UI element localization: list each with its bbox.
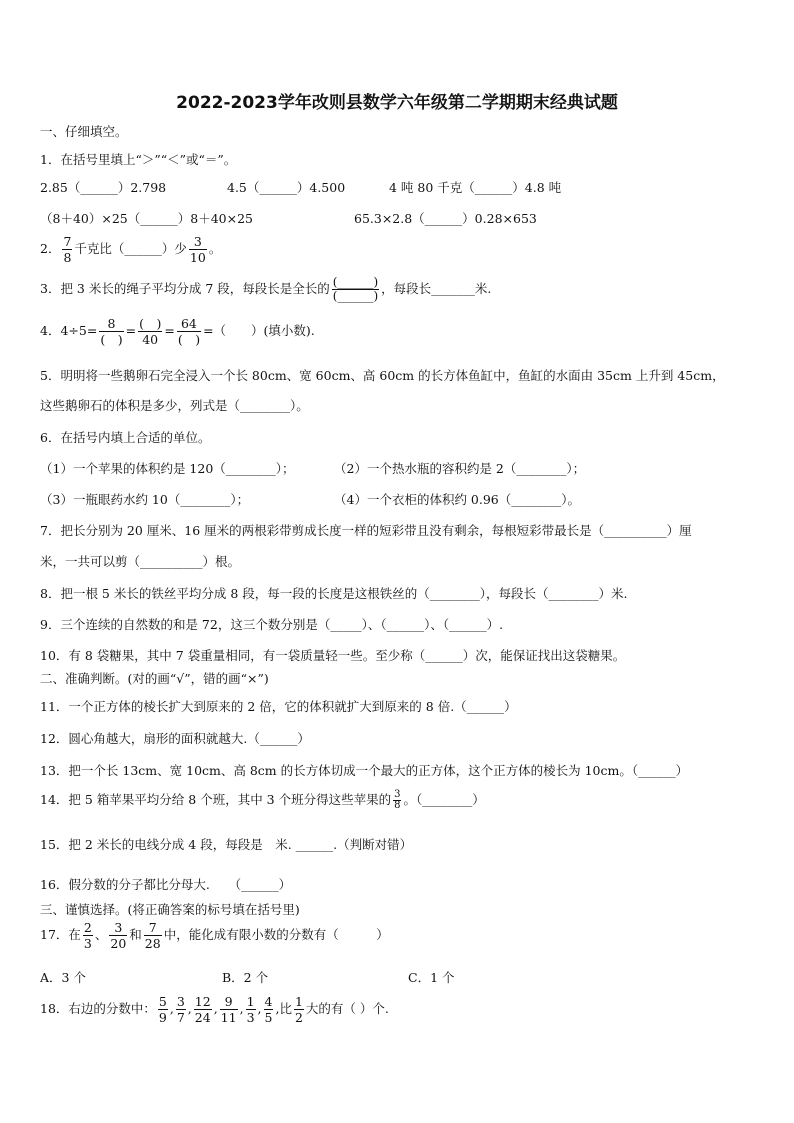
question-3: 3．把 3 米长的绳子平均分成 7 段，每段长是全长的 (______) (______) ，每段长_______米. <box>40 275 492 303</box>
fraction: 8 ( ) <box>100 316 123 347</box>
q6-item-4: （4）一个衣柜的体积约 0.96（________）。 <box>334 492 581 507</box>
fraction: $\frac{9}{11}$ <box>220 994 237 1025</box>
question-12: 12．圆心角越大，扇形的面积就越大.（______） <box>40 731 310 746</box>
question-6: 6．在括号内填上合适的单位。 <box>40 430 211 445</box>
q1-item-a: 2.85（______）2.798 <box>40 180 167 195</box>
fraction: $\frac{7}{28}$ <box>144 920 161 951</box>
q6-item-3: （3）一瓶眼药水约 10（________）； <box>40 492 250 507</box>
fraction: ( ) 40 <box>139 316 162 347</box>
question-16: 16．假分数的分子都比分母大. （______） <box>40 877 292 892</box>
question-13: 13．把一个长 13cm、宽 10cm、高 8cm 的长方体切成一个最大的正方体，这个正方体的棱长为 10cm。（______） <box>40 763 689 778</box>
question-9: 9．三个连续的自然数的和是 72，这三个数分别是（_____）、（______）、（______）. <box>40 617 504 632</box>
fraction: $\frac{3}{8}$ <box>394 789 401 811</box>
question-8: 8．把一根 5 米长的铁丝平均分成 8 段，每一段的长度是这根铁丝的（________），每段长（________）米. <box>40 586 628 601</box>
q6-item-1: （1）一个苹果的体积约是 120（________）； <box>40 461 295 476</box>
fraction: $\frac{3}{10}$ <box>189 234 206 265</box>
q6-item-2: （2）一个热水瓶的容积约是 2（________）； <box>334 461 586 476</box>
q1-item-e: 65.3×2.8（______）0.28×653 <box>354 211 537 226</box>
fraction: $\frac{2}{3}$ <box>83 920 92 951</box>
question-1: 1．在括号里填上“＞”“＜”或“＝”。 <box>40 152 237 167</box>
fraction: $\frac{4}{5}$ <box>264 994 273 1025</box>
fraction: (______) (______) <box>332 275 379 303</box>
q1-item-b: 4.5（______）4.500 <box>227 180 346 195</box>
question-10: 10．有 8 袋糖果，其中 7 袋重量相同，有一袋质量轻一些。至少称（______）次，能保证找出这袋糖果。 <box>40 648 626 663</box>
fraction: 64 ( ) <box>177 316 201 347</box>
fraction: $\frac{3}{7}$ <box>176 994 185 1025</box>
question-18: 18．右边的分数中： $\frac{5}{9}$ , $\frac{3}{7}$ , $\frac{12}{24}$ , $\frac{9}{11}$ , $\frac{1}{3}$ , $\frac{4}{5}$ ,比 $\frac{1}{2}$ 大的有（ ）个. <box>40 994 389 1025</box>
section-3-heading: 三、谨慎选择。(将正确答案的标号填在括号里) <box>40 902 300 917</box>
fraction: $\frac{12}{24}$ <box>194 994 211 1025</box>
section-2-heading: 二、准确判断。(对的画“√”，错的画“×”) <box>40 671 269 686</box>
question-7-line-2: 米，一共可以剪（__________）根。 <box>40 554 241 569</box>
page-title: 2022-2023学年改则县数学六年级第二学期期末经典试题 <box>176 93 618 113</box>
fraction: $\frac{5}{9}$ <box>158 994 167 1025</box>
fraction: $\frac{7}{8}$ <box>63 234 72 265</box>
fraction: $\frac{1}{3}$ <box>246 994 255 1025</box>
question-14: 14．把 5 箱苹果平均分给 8 个班，其中 3 个班分得这些苹果的 $\frac{3}{8}$ 。（________） <box>40 789 485 811</box>
q1-item-d: （8＋40）×25（______）8＋40×25 <box>40 211 253 226</box>
question-5-line-1: 5．明明将一些鹅卵石完全浸入一个长 80cm、宽 60cm、高 60cm 的长方体鱼缸中，鱼缸的水面由 35cm 上升到 45cm， <box>40 368 725 383</box>
question-11: 11．一个正方体的棱长扩大到原来的 2 倍，它的体积就扩大到原来的 8 倍.（______） <box>40 699 517 714</box>
section-1-heading: 一、仔细填空。 <box>40 124 128 139</box>
q17-option-a: A．3 个 <box>40 970 86 985</box>
question-7-line-1: 7．把长分别为 20 厘米、16 厘米的两根彩带剪成长度一样的短彩带且没有剩余，每根短彩带最长是（__________）厘 <box>40 523 692 538</box>
question-17: 17．在 $\frac{2}{3}$ 、 $\frac{3}{20}$ 和 $\frac{7}{28}$ 中，能化成有限小数的分数有（ ） <box>40 920 389 951</box>
q17-option-c: C．1 个 <box>408 970 455 985</box>
q17-option-b: B．2 个 <box>222 970 269 985</box>
fraction: $\frac{1}{2}$ <box>294 994 303 1025</box>
question-5-line-2: 这些鹅卵石的体积是多少，列式是（________）。 <box>40 398 309 413</box>
question-15: 15．把 2 米长的电线分成 4 段，每段是 米. ______.（判断对错） <box>40 837 413 852</box>
question-4: 4．4÷5= 8 ( ) = ( ) 40 = 64 ( ) =（ ）(填小数). <box>40 316 315 347</box>
fraction: $\frac{3}{20}$ <box>110 920 127 951</box>
question-2: 2． $\frac{7}{8}$ 千克比（______）少 $\frac{3}{10}$ 。 <box>40 234 222 265</box>
q1-item-c: 4 吨 80 千克（______）4.8 吨 <box>389 180 562 195</box>
